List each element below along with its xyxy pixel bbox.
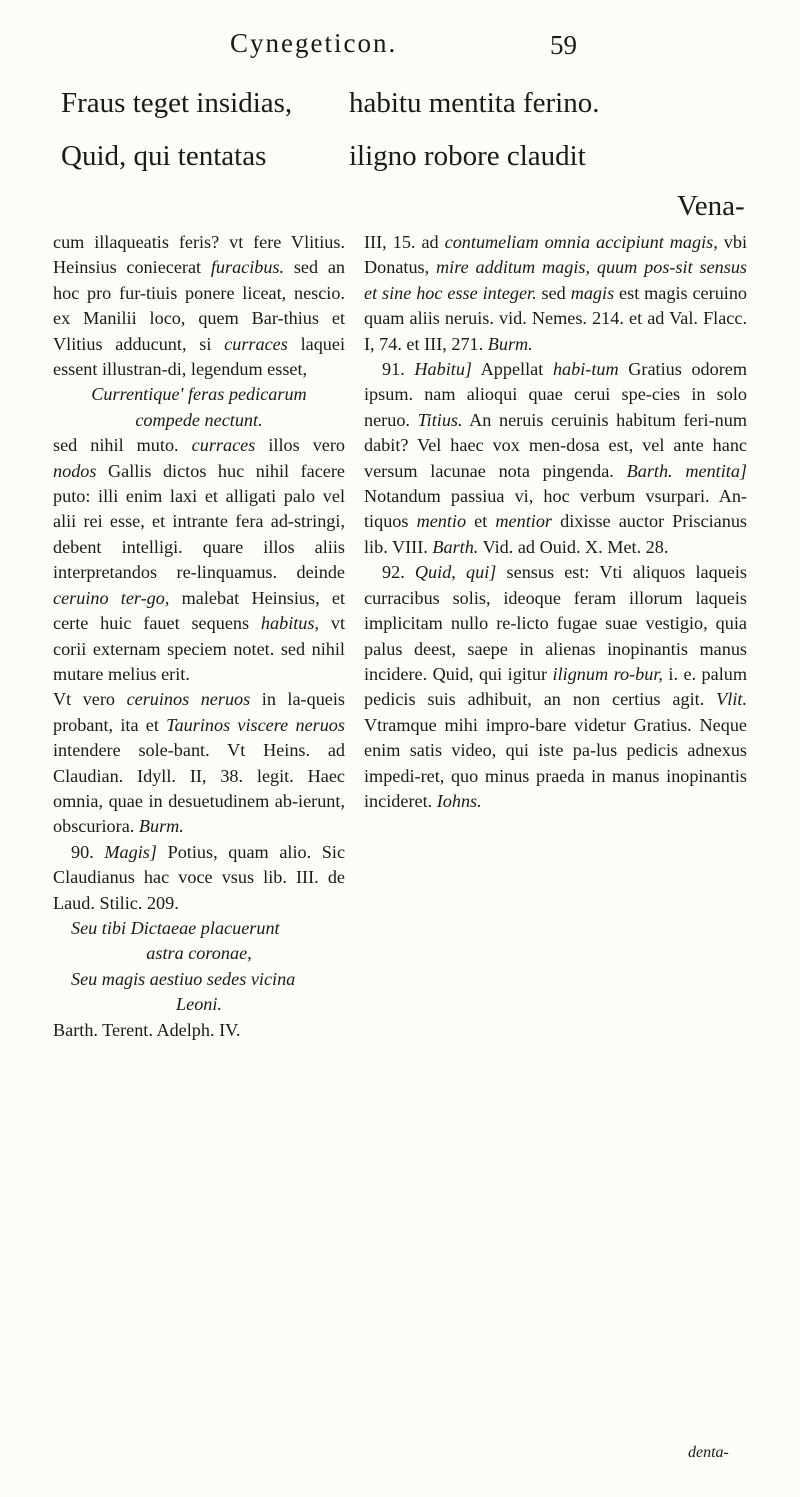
- verse-line-1-left: Fraus teget insidias,: [61, 87, 293, 119]
- note-91: 91. Habitu] Appellat habi-tum Gratius odorem ipsum. nam alioqui quae cerui spe-cies in solo neruo. Titius. An neruis ceruinis habitum feri-num dabit? Vel haec vox men-dosa est, vel ante hanc versum lacunae nota pingenda. Barth. mentita] Notandum passiua vi, hoc verbum vsurpari. An-tiquos mentio et mentior dixisse auctor Priscianus lib. VIII. Barth. Vid. ad Ouid. X. Met. 28.: [364, 359, 748, 557]
- note-left-1: cum illaqueatis feris? vt fere Vlitius. Heinsius coniecerat furacibus. sed an hoc pro fur-tiuis ponere liceat, nescio. ex Manilii loco, quem Bar-thius et Vlitius adducunt, si curraces laquei essent illustran-di, legendum esset,: [53, 232, 346, 380]
- quote-claudian-3: Seu magis aestiuo sedes vicina: [71, 968, 296, 989]
- note-90: 90. Magis] Potius, quam alio. Sic Claudianus hac voce vsus lib. III. de Laud. Stilic. 209.: [53, 841, 346, 913]
- note-left-3: Vt vero ceruinos neruos in la-queis probant, ita et Taurinos viscere neruos intendere sole-bant. Vt Heins. ad Claudian. Idyll. II, 38. legit. Haec omnia, quae in desuetudinem ab-ierunt, obscuriora. Burm.: [53, 689, 346, 837]
- note-92: 92. Quid, qui] sensus est: Vti aliquos laqueis curracibus solis, ideoque feram illorum laqueis implicitam nullo re-licto fugae suae vestigio, quia palus deest, saepe in alienas inopinantis manus incidere. Quid, qui igitur ilignum ro-bur, i. e. palum pedicis suis adhibuit, an non certius agit. Vlit. Vtramque mihi impro-bare videtur Gratius. Neque enim satis video, qui iste pa-lus pedicis adnexus impedi-ret, quo minus praeda in manus inopinantis incideret. Iohns.: [364, 562, 748, 811]
- page-catchword: denta-: [688, 1444, 729, 1461]
- quote-manilius-2: compede nectunt.: [135, 409, 263, 430]
- commentary-right-column: [364, 230, 747, 814]
- verse-line-2-left: Quid, qui tentatas: [61, 140, 267, 172]
- verse-catchword: Vena-: [677, 190, 745, 222]
- quote-manilius-1: Currentique' feras pedicarum: [91, 384, 307, 405]
- verse-line-2-right: iligno robore claudit: [349, 140, 586, 172]
- page-number: 59: [550, 30, 577, 60]
- note-right-1: III, 15. ad contumeliam omnia accipiunt magis, vbi Donatus, mire additum magis, quum pos-sit sensus et sine hoc esse integer. sed magis est magis ceruino quam aliis neruis. vid. Nemes. 214. et ad Val. Flacc. I, 74. et III, 271. Burm.: [364, 232, 748, 354]
- verse-line-1-right: habitu mentita ferino.: [349, 87, 600, 119]
- quote-claudian-1: Seu tibi Dictaeae placuerunt: [71, 917, 280, 938]
- note-left-2: sed nihil muto. curraces illos vero nodos Gallis dictos huc nihil facere puto: illi enim laxi et alligati palo vel alii rei esse, et intrante fera ad-stringi, debent intelligi. quare illos aliis interpretandos re-linquamus. deinde ceruino ter-go, malebat Heinsius, et certe huic fauet sequens habitus, vt corii externam speciem notet. sed nihil mutare melius erit.: [53, 435, 346, 684]
- quote-claudian-2: astra coronae,: [146, 943, 252, 964]
- commentary-left-column: [53, 230, 345, 1043]
- running-head: [0, 28, 800, 78]
- quote-claudian-4: Leoni.: [176, 994, 222, 1015]
- running-title: Cynegeticon.: [230, 28, 398, 58]
- note-left-4: Barth. Terent. Adelph. IV.: [53, 1019, 241, 1040]
